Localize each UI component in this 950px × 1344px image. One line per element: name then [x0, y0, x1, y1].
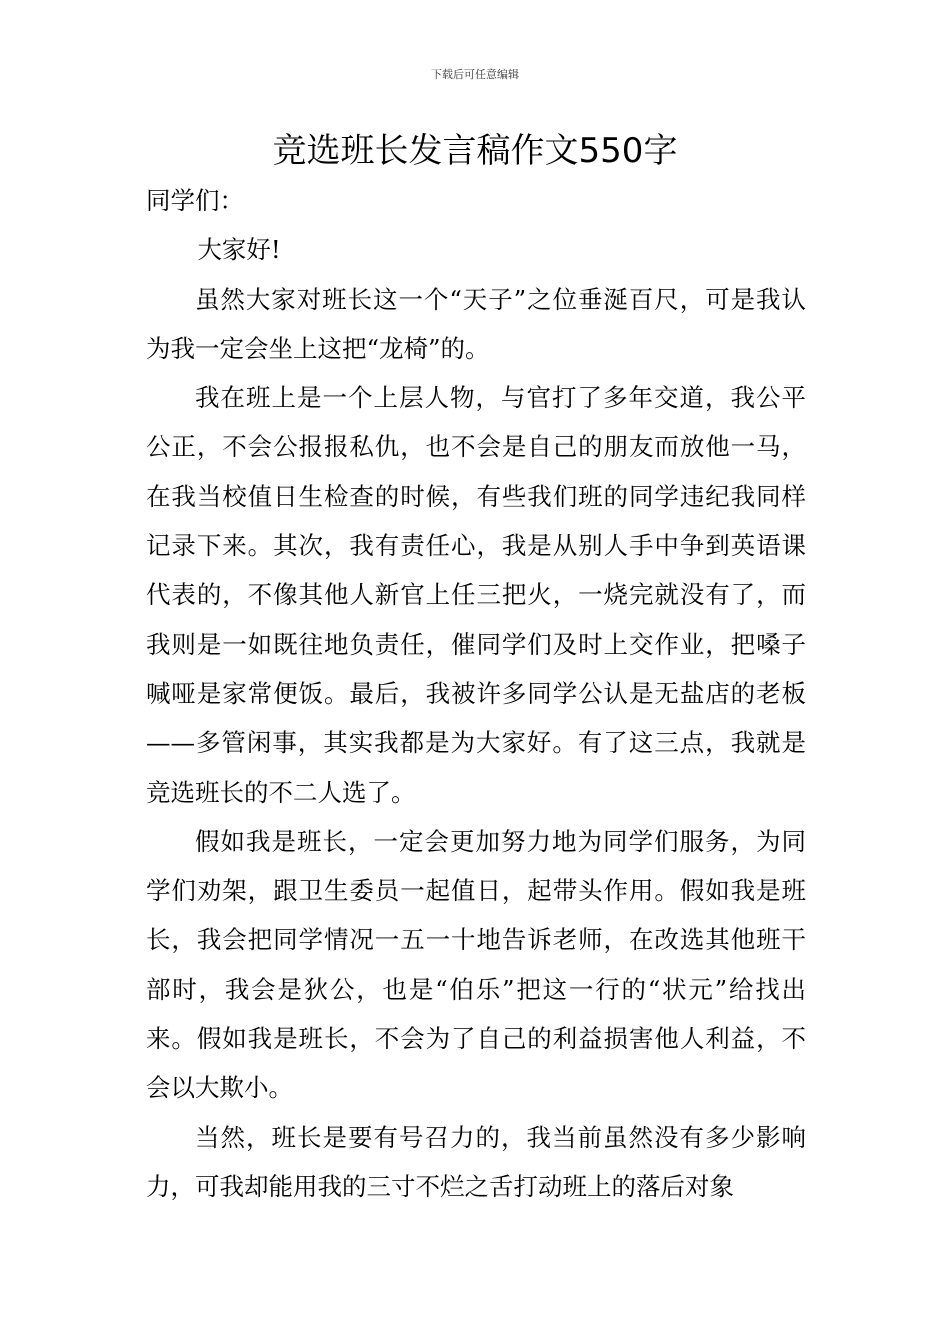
document-title: 竞选班长发言稿作文550字 — [272, 131, 678, 171]
header-note: 下载后可任意编辑 — [431, 68, 519, 81]
document-body — [146, 176, 806, 1211]
paragraph-4: 当然，班长是要有号召力的，我当前虽然没有多少影响力，可我却能用我的三寸不烂之舌打动班上的落后对象 — [146, 1122, 806, 1201]
paragraph-1: 虽然大家对班长这一个“天子”之位垂涎百尺，可是我认为我一定会坐上这把“龙椅”的。 — [146, 284, 806, 363]
greeting: 大家好! — [197, 235, 281, 265]
paragraph-2: 我在班上是一个上层人物，与官打了多年交道，我公平公正，不会公报报私仇，也不会是自己的朋友而放他一马，在我当校值日生检查的时候，有些我们班的同学违纪我同样记录下来。其次，我有责任心，我是从别人手中争到英语课代表的，不像其他人新官上任三把火，一烧完就没有了，而我则是一如既往地负责任，催同学们及时上交作业，把嗓子喊哑是家常便饭。最后，我被许多同学公认是无盐店的老板——多管闲事，其实我都是为大家好。有了这三点，我就是竞选班长的不二人选了。 — [146, 383, 806, 807]
paragraph-3: 假如我是班长，一定会更加努力地为同学们服务，为同学们劝架，跟卫生委员一起值日，起带头作用。假如我是班长，我会把同学情况一五一十地告诉老师，在改选其他班干部时，我会是狄公，也是“伯乐”把这一行的“状元”给找出来。假如我是班长，不会为了自己的利益损害他人利益，不会以大欺小。 — [146, 826, 806, 1103]
salutation: 同学们： — [146, 186, 244, 215]
